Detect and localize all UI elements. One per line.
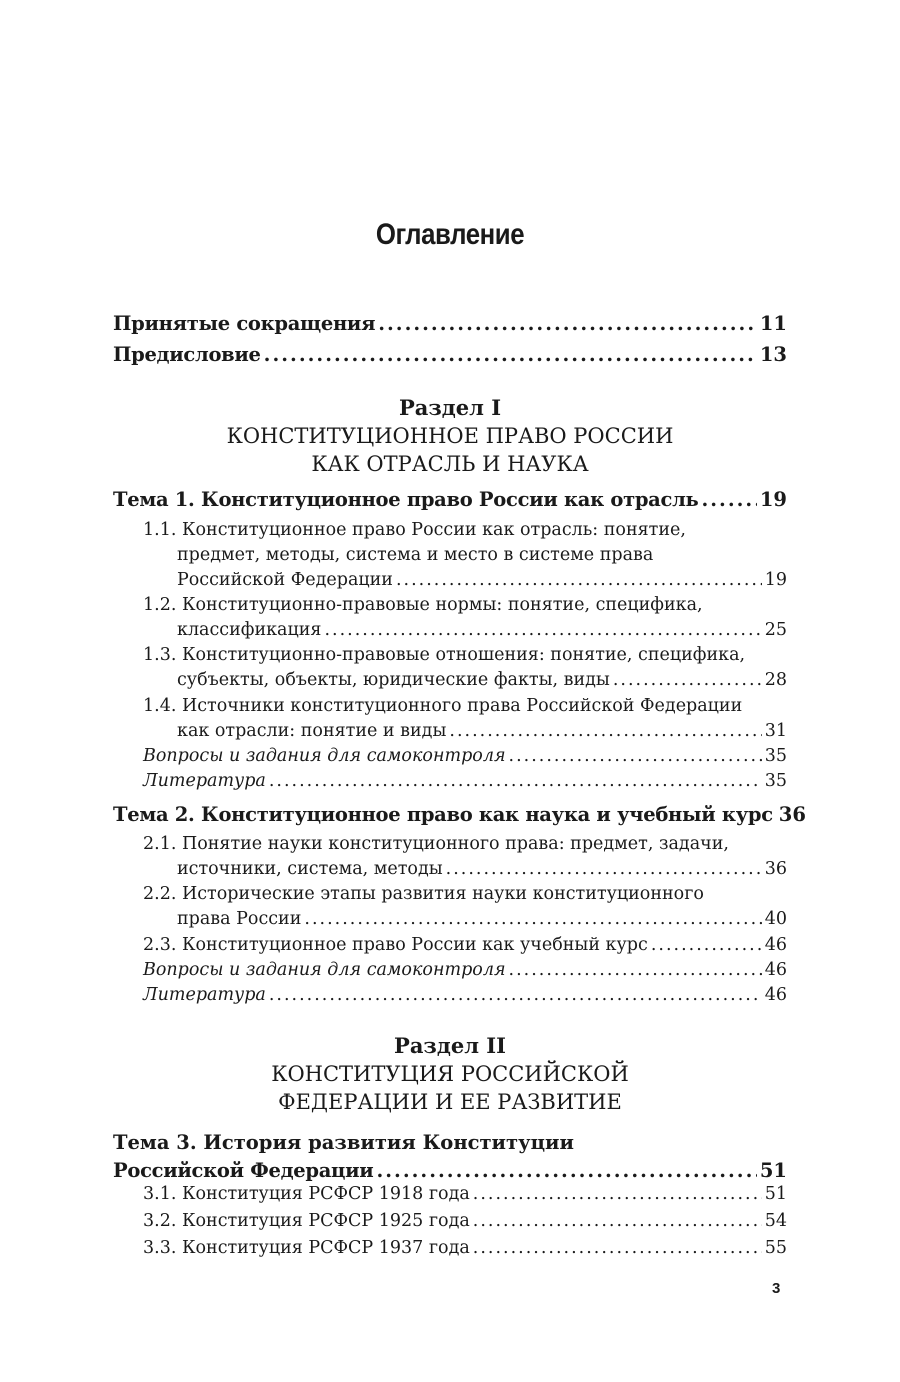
toc-entry-topic-1[interactable]: Тема 1. Конституционное право России как отрасль ..... 19: [113, 488, 787, 511]
leader-dots: [264, 343, 757, 366]
leader-dots: [449, 719, 761, 744]
page-ref: 40: [764, 909, 787, 929]
toc-entry-1-3[interactable]: 1.3. Конституционно-правовые отношения: понятие, специфика, субъекты, объекты, юридические факты, виды ..... 28: [113, 643, 787, 693]
page-title: Оглавление: [375, 218, 525, 251]
section-part-label: Раздел II: [394, 1033, 506, 1058]
toc-entry-abbreviations[interactable]: Принятые сокращения ..... 11: [113, 312, 787, 335]
toc-entry-1-2[interactable]: 1.2. Конституционно-правовые нормы: понятие, специфика, классификация ..... 25: [113, 593, 787, 643]
toc-entry-1-literature[interactable]: Литература ..... 35: [113, 769, 787, 794]
toc-entry-preface[interactable]: Предисловие ..... 13: [113, 343, 787, 366]
section-heading-2: [0, 1032, 900, 1116]
leader-dots: [376, 1157, 756, 1185]
page-ref: 55: [764, 1238, 787, 1258]
page-ref: 36: [778, 803, 806, 826]
page-ref: 28: [764, 670, 787, 690]
leader-dots: [396, 568, 762, 593]
toc-entry-2-2[interactable]: 2.2. Исторические этапы развития науки конституционного права России ..... 40: [113, 882, 787, 932]
leader-dots: [613, 668, 762, 693]
toc-entry-1-1[interactable]: 1.1. Конституционное право России как отрасль: понятие, предмет, методы, система и место в системе права Российской Федерации ..... 19: [113, 518, 787, 593]
toc-entry-2-questions[interactable]: Вопросы и задания для самоконтроля ..... 46: [113, 958, 787, 983]
toc-entry-1-4[interactable]: 1.4. Источники конституционного права Российской Федерации как отрасли: понятие и виды ..... 31: [113, 694, 787, 744]
page-ref: 46: [764, 935, 787, 955]
leader-dots: [701, 488, 756, 511]
section-heading-1: [0, 394, 900, 478]
page-ref: 11: [759, 312, 787, 335]
page-ref: 31: [764, 721, 787, 741]
leader-dots: [324, 618, 761, 643]
page-ref: 13: [759, 343, 787, 366]
leader-dots: [473, 1209, 762, 1234]
section-title-line: КОНСТИТУЦИОННОЕ ПРАВО РОССИИ: [226, 424, 674, 448]
page-ref: 46: [764, 985, 787, 1005]
page-ref: 35: [764, 771, 787, 791]
leader-dots: [269, 983, 762, 1008]
page-ref: 19: [759, 488, 787, 511]
page-ref: 51: [759, 1159, 787, 1182]
leader-dots: [509, 744, 762, 769]
section-part-label: Раздел I: [398, 395, 502, 420]
toc-entry-3-3[interactable]: 3.3. Конституция РСФСР 1937 года ..... 55: [113, 1236, 787, 1261]
leader-dots: [473, 1236, 762, 1261]
toc-entry-3-1[interactable]: 3.1. Конституция РСФСР 1918 года ..... 51: [113, 1182, 787, 1207]
leader-dots: [446, 857, 762, 882]
toc-entry-2-3[interactable]: 2.3. Конституционное право России как учебный курс ..... 46: [113, 933, 787, 958]
leader-dots: [473, 1182, 762, 1207]
toc-entry-topic-2[interactable]: Тема 2. Конституционное право как наука и учебный курс 36: [113, 803, 806, 826]
page-ref: 54: [764, 1211, 787, 1231]
section-title-line: КАК ОТРАСЛЬ И НАУКА: [311, 452, 589, 476]
page-ref: 46: [764, 960, 787, 980]
toc-entry-2-1[interactable]: 2.1. Понятие науки конституционного права: предмет, задачи, источники, система, методы ..... 36: [113, 832, 787, 882]
leader-dots: [304, 907, 761, 932]
page-ref: 25: [764, 620, 787, 640]
page-number: 3: [772, 1280, 781, 1297]
toc-entry-1-questions[interactable]: Вопросы и задания для самоконтроля ..... 35: [113, 744, 787, 769]
section-title-line: ФЕДЕРАЦИИ И ЕЕ РАЗВИТИЕ: [278, 1090, 622, 1114]
section-title-line: КОНСТИТУЦИЯ РОССИЙСКОЙ: [271, 1062, 629, 1086]
leader-dots: [509, 958, 762, 983]
leader-dots: [651, 933, 762, 958]
page-ref: 51: [764, 1184, 787, 1204]
toc-entry-topic-3[interactable]: Тема 3. История развития Конституции Российской Федерации ..... 51: [113, 1129, 787, 1185]
page-ref: 19: [764, 570, 787, 590]
toc-entry-2-literature[interactable]: Литература ..... 46: [113, 983, 787, 1008]
leader-dots: [378, 312, 757, 335]
page-ref: 35: [764, 746, 787, 766]
leader-dots: [269, 769, 762, 794]
page-ref: 36: [764, 859, 787, 879]
toc-entry-3-2[interactable]: 3.2. Конституция РСФСР 1925 года ..... 54: [113, 1209, 787, 1234]
